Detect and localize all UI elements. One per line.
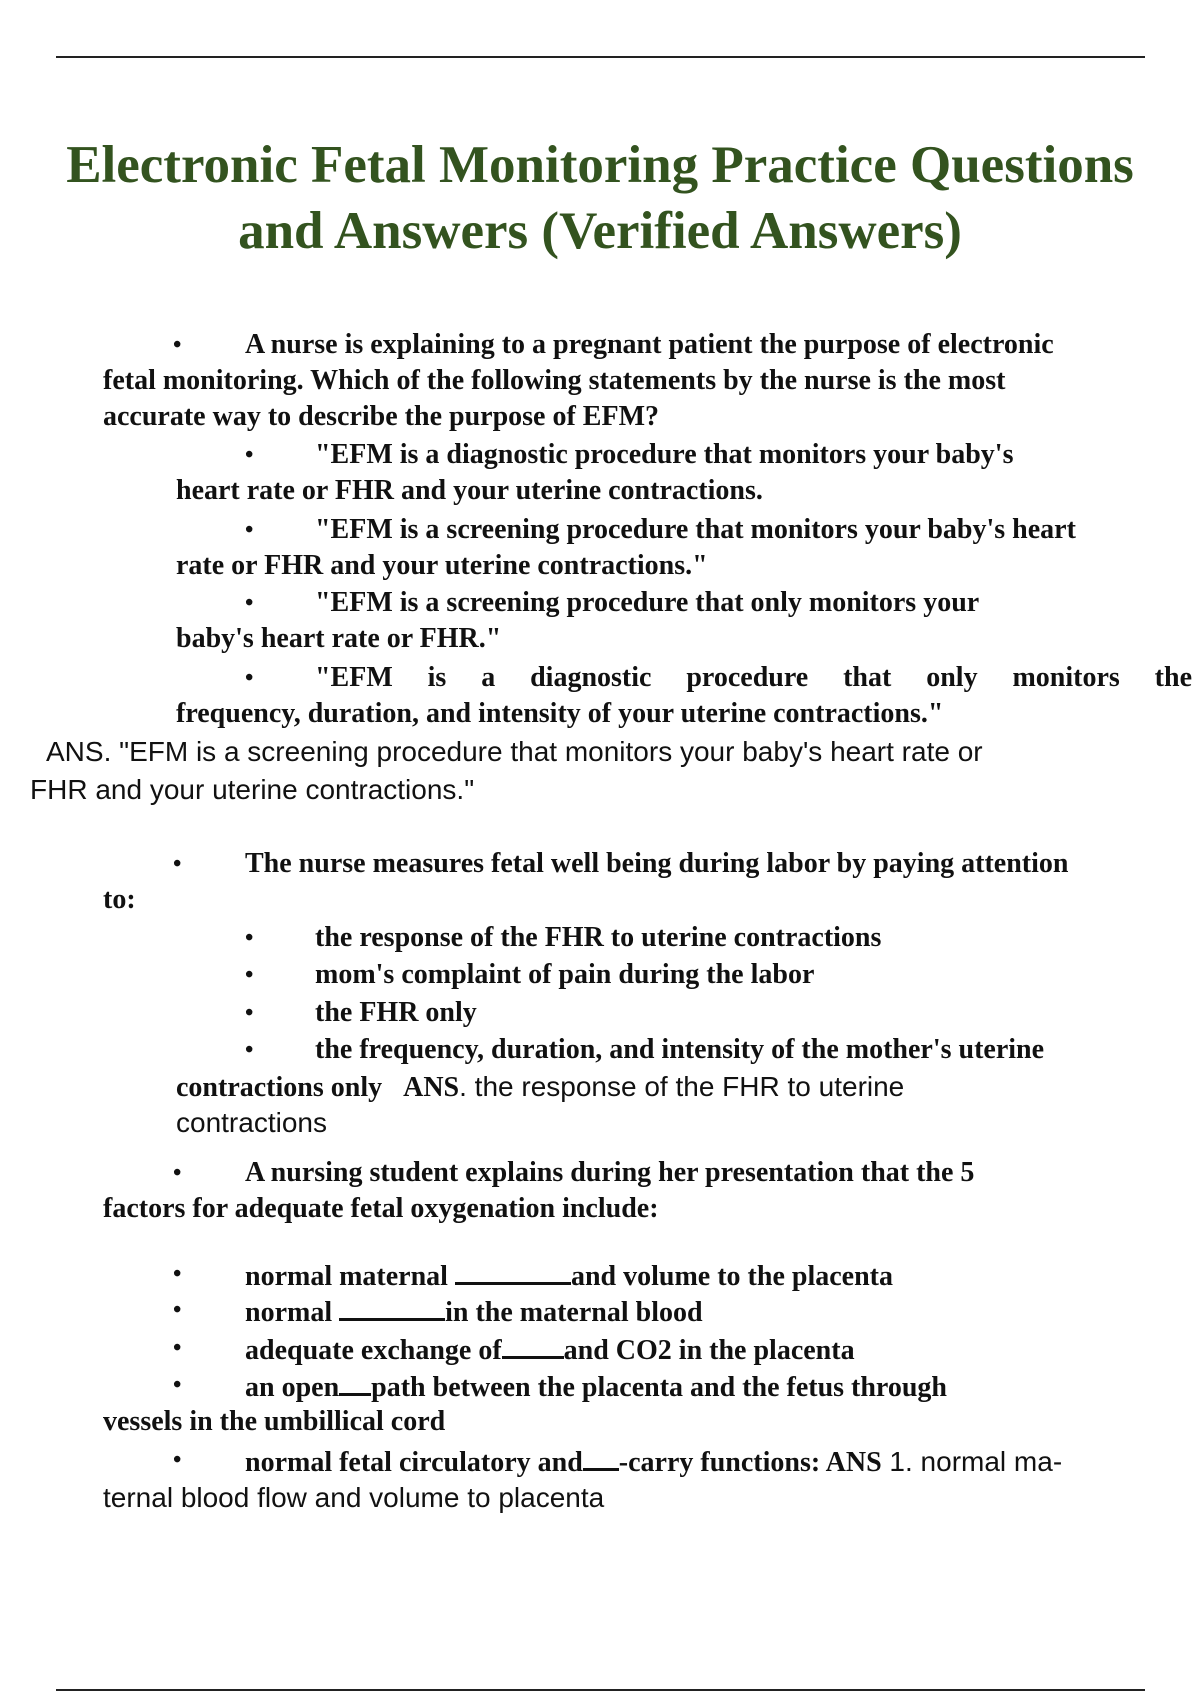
bullet: • bbox=[173, 332, 182, 358]
fill-blank bbox=[455, 1256, 571, 1285]
bullet: • bbox=[173, 1372, 182, 1398]
question-1-option-a-cont: heart rate or FHR and your uterine contractions. bbox=[176, 475, 763, 506]
bullet: • bbox=[173, 1297, 182, 1323]
bottom-rule bbox=[56, 1689, 1145, 1691]
question-2-answer-label: ANS bbox=[403, 1072, 460, 1103]
bullet: • bbox=[173, 1160, 182, 1186]
fill-blank bbox=[583, 1442, 619, 1471]
bullet: • bbox=[245, 442, 254, 468]
question-1-option-c-cont: baby's heart rate or FHR." bbox=[176, 623, 502, 654]
bullet: • bbox=[245, 1037, 254, 1063]
question-2-option-c: the FHR only bbox=[315, 997, 477, 1028]
question-1-option-a: "EFM is a diagnostic procedure that monitors your baby's bbox=[315, 439, 1014, 470]
bullet: • bbox=[245, 962, 254, 988]
question-1-stem-line: fetal monitoring. Which of the following statements by the nurse is the most bbox=[103, 365, 1006, 396]
question-3-item-3 bbox=[245, 1330, 855, 1369]
question-1-answer: ANS. "EFM is a screening procedure that monitors your baby's heart rate or bbox=[46, 736, 983, 767]
bullet: • bbox=[245, 925, 254, 951]
question-2-stem-line: to: bbox=[103, 884, 136, 915]
question-1-option-b: "EFM is a screening procedure that monitors your baby's heart bbox=[315, 514, 1076, 545]
question-3-answer-cont: ternal blood flow and volume to placenta bbox=[103, 1482, 605, 1513]
item-text-before: normal maternal bbox=[245, 1261, 455, 1292]
bullet: • bbox=[173, 1447, 182, 1473]
question-2-answer-cont: contractions bbox=[176, 1107, 327, 1138]
item-text-after: and CO2 in the placenta bbox=[563, 1335, 855, 1366]
question-3-answer: 1. normal ma- bbox=[881, 1446, 1063, 1477]
question-3-item-2 bbox=[245, 1292, 703, 1331]
question-3-item-5 bbox=[245, 1442, 1062, 1481]
question-2-option-a: the response of the FHR to uterine contractions bbox=[315, 922, 882, 953]
bullet: • bbox=[245, 1000, 254, 1026]
title-line-1: Electronic Fetal Monitoring Practice Questions bbox=[66, 136, 1134, 194]
fill-blank bbox=[339, 1367, 371, 1396]
question-1-stem-line: accurate way to describe the purpose of EFM? bbox=[103, 401, 660, 432]
item-text-after: in the maternal blood bbox=[445, 1297, 703, 1328]
page-title bbox=[0, 132, 1200, 264]
bullet: • bbox=[245, 665, 254, 691]
question-2-stem-line: The nurse measures fetal well being during labor by paying attention bbox=[245, 848, 1069, 879]
question-2-option-d: the frequency, duration, and intensity of the mother's uterine bbox=[315, 1034, 1045, 1065]
question-3-item-1 bbox=[245, 1256, 893, 1295]
question-3-item-4-cont: vessels in the umbillical cord bbox=[103, 1406, 446, 1437]
item-text-before: an open bbox=[245, 1372, 340, 1403]
question-1-answer-cont: FHR and your uterine contractions." bbox=[30, 774, 475, 805]
question-1-option-b-cont: rate or FHR and your uterine contractions." bbox=[176, 550, 708, 581]
question-1-option-d-cont: frequency, duration, and intensity of your uterine contractions." bbox=[176, 698, 944, 729]
item-text-before: adequate exchange of bbox=[245, 1335, 502, 1366]
bullet: • bbox=[173, 1261, 182, 1287]
question-1-option-d: "EFM is a diagnostic procedure that only monitors the bbox=[315, 662, 1192, 693]
bullet: • bbox=[245, 590, 254, 616]
title-line-2: and Answers (Verified Answers) bbox=[238, 202, 962, 260]
question-2-option-d-cont: contractions only bbox=[176, 1072, 383, 1103]
item-text-after: -carry functions: ANS bbox=[618, 1447, 882, 1478]
item-text-before: normal fetal circulatory and bbox=[245, 1447, 583, 1478]
item-text-after: path between the placenta and the fetus through bbox=[371, 1372, 948, 1403]
top-rule bbox=[56, 56, 1145, 58]
question-3-stem-line: factors for adequate fetal oxygenation include: bbox=[103, 1193, 659, 1224]
bullet: • bbox=[173, 1335, 182, 1361]
bullet: • bbox=[245, 517, 254, 543]
question-2-option-b: mom's complaint of pain during the labor bbox=[315, 959, 815, 990]
item-text-before: normal bbox=[245, 1297, 340, 1328]
item-text-after: and volume to the placenta bbox=[570, 1261, 893, 1292]
fill-blank bbox=[339, 1292, 445, 1321]
question-3-item-4 bbox=[245, 1367, 947, 1406]
question-3-stem-line: A nursing student explains during her presentation that the 5 bbox=[245, 1157, 975, 1188]
bullet: • bbox=[173, 851, 182, 877]
fill-blank bbox=[502, 1330, 564, 1359]
question-1-option-c: "EFM is a screening procedure that only monitors your bbox=[315, 587, 980, 618]
question-2-answer: . the response of the FHR to uterine bbox=[459, 1071, 905, 1102]
question-1-stem-line: A nurse is explaining to a pregnant patient the purpose of electronic bbox=[245, 329, 1054, 360]
question-2-option-d-cont-line bbox=[176, 1069, 904, 1106]
